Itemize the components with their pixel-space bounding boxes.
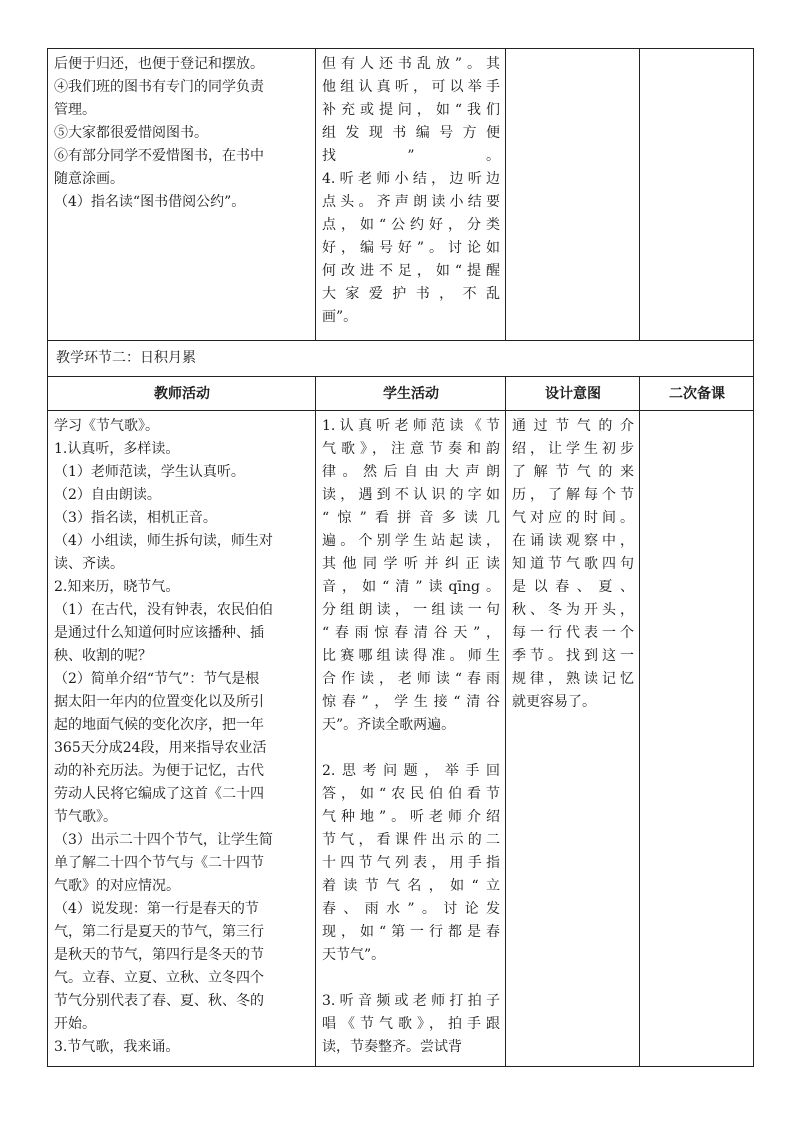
text-line: 通过节气的介 xyxy=(512,418,634,434)
text-line: 管理。 xyxy=(54,102,96,118)
text-line: 3.听音频或老师打拍子 xyxy=(322,993,500,1009)
text-line: ⑤大家都很爱惜阅图书。 xyxy=(54,125,208,141)
text-line: 气歌》的对应情况。 xyxy=(54,878,180,894)
header-design-intent: 设计意图 xyxy=(506,377,640,411)
lesson-plan-page xyxy=(47,48,753,1067)
text-line: 2.思考问题，举手回 xyxy=(322,763,500,779)
student-activity-continued xyxy=(316,49,506,341)
text-line: 1.认真听，多样读。 xyxy=(54,441,180,457)
lesson-plan-table xyxy=(47,48,754,1067)
text-line: 气种地”。听老师介绍 xyxy=(322,809,500,825)
text-line: 比赛哪组读得准。师生 xyxy=(322,648,500,664)
text-line: 就更容易了。 xyxy=(512,694,596,710)
text-line: （1）老师范读，学生认真听。 xyxy=(54,464,245,480)
text-line: 节气分别代表了春、夏、秋、冬的 xyxy=(54,993,264,1009)
text-line: 点，如“公约好，分类 xyxy=(322,217,500,233)
text-line: 气歌》，注意节奏和韵 xyxy=(322,441,500,457)
text-line: （4）说发现：第一行是春天的节 xyxy=(54,901,259,917)
text-line: 但有人还书乱放”。其 xyxy=(322,56,500,72)
text-line: “惊”看拼音多读几 xyxy=(322,510,500,526)
text-line: 气。立春、立夏、立秋、立冬四个 xyxy=(54,970,264,986)
text-line: （3）指名读，相机正音。 xyxy=(54,510,217,526)
second-prep-empty xyxy=(640,49,754,341)
text-line: 春、雨水”。讨论发 xyxy=(322,901,500,917)
text-line: 365天分成24段，用来指导农业活 xyxy=(54,740,267,756)
text-line: ⑥有部分同学不爱惜图书，在书中 xyxy=(54,148,264,164)
text-line: 每一行代表一个 xyxy=(512,625,634,641)
text-line: 组发现书编号方便 xyxy=(322,125,500,141)
text-line: 节气，看课件出示的二 xyxy=(322,832,500,848)
teacher-activity-continued xyxy=(48,49,316,341)
text-line: 何改进不足，如“提醒 xyxy=(322,263,500,279)
text-line: 劳动人民将它编成了这首《二十四 xyxy=(54,786,264,802)
text-line: 4.听老师小结，边听边 xyxy=(322,171,500,187)
text-line: 规律，熟读记忆 xyxy=(512,671,634,687)
text-line: “春雨惊春清谷天”， xyxy=(322,625,500,641)
text-line: 了解节气的来 xyxy=(512,464,634,480)
text-line: 答，如“农民伯伯看节 xyxy=(322,786,500,802)
text-line: 分组朗读，一组读一句 xyxy=(322,602,500,618)
text-line: 气对应的时间。 xyxy=(512,510,634,526)
text-line: 开始。 xyxy=(54,1016,96,1032)
continued-row xyxy=(48,49,754,341)
text-line: （4）指名读“图书借阅公约”。 xyxy=(54,194,246,210)
text-line: 音，如“清”读qīng。 xyxy=(322,579,500,595)
text-line: 读、齐读。 xyxy=(54,556,124,572)
text-line: 是通过什么知道何时应该播种、插 xyxy=(54,625,264,641)
text-line: 气，第二行是夏天的节气，第三行 xyxy=(54,924,264,940)
text-line: 随意涂画。 xyxy=(54,171,124,187)
text-line: 着读节气名，如“立 xyxy=(322,878,500,894)
text-line: 点头。齐声朗读小结要 xyxy=(322,194,500,210)
header-second-prep: 二次备课 xyxy=(640,377,754,411)
header-teacher-activity: 教师活动 xyxy=(48,377,316,411)
text-line: 节气歌》。 xyxy=(54,809,117,825)
text-line: 1.认真听老师范读《节 xyxy=(322,418,500,434)
text-line xyxy=(322,737,500,760)
text-line: （4）小组读，师生拆句读，师生对 xyxy=(54,533,273,549)
text-line: （2）简单介绍“节气”：节气是根 xyxy=(54,671,260,687)
text-line: 2.知来历，晓节气。 xyxy=(54,579,180,595)
text-line: 合作读，老师读“春雨 xyxy=(322,671,500,687)
text-line: 在诵读观察中， xyxy=(512,533,634,549)
header-student-activity: 学生活动 xyxy=(316,377,506,411)
text-line xyxy=(322,967,500,990)
text-line: 其他同学听并纠正读 xyxy=(322,556,500,572)
text-line: 知道节气歌四句 xyxy=(512,556,634,572)
design-intent xyxy=(506,411,640,1067)
text-line: 历，了解每个节 xyxy=(512,487,634,503)
text-line: 起的地面气候的变化次序，把一年 xyxy=(54,717,264,733)
header-row xyxy=(48,377,754,411)
text-line: （2）自由朗读。 xyxy=(54,487,161,503)
text-line: 单了解二十四个节气与《二十四节 xyxy=(54,855,264,871)
text-line: 画”。 xyxy=(322,309,358,325)
text-line: 秧、收割的呢？ xyxy=(54,648,152,664)
text-line: ④我们班的图书有专门的同学负责 xyxy=(54,79,264,95)
text-line: 学习《节气歌》。 xyxy=(54,418,159,434)
text-line: 惊春”，学生接“清谷 xyxy=(322,694,500,710)
second-prep xyxy=(640,411,754,1067)
text-line: 找”。 xyxy=(322,148,500,164)
text-line: 十四节气列表，用手指 xyxy=(322,855,500,871)
text-line: 大家爱护书，不乱 xyxy=(322,286,500,302)
text-line: 遍。个别学生站起读， xyxy=(322,533,500,549)
student-activity xyxy=(316,411,506,1067)
section-row xyxy=(48,341,754,377)
text-line: 唱《节气歌》，拍手跟 xyxy=(322,1016,500,1032)
text-line: 据太阳一年内的位置变化以及所引 xyxy=(54,694,264,710)
text-line: 好，编号好”。讨论如 xyxy=(322,240,500,256)
text-line: （1）在古代，没有钟表，农民伯伯 xyxy=(54,602,273,618)
text-line: 天”。齐读全歌两遍。 xyxy=(322,717,456,733)
design-intent-empty xyxy=(506,49,640,341)
text-line: 后便于归还，也便于登记和摆放。 xyxy=(54,56,264,72)
text-line: （3）出示二十四个节气，让学生简 xyxy=(54,832,273,848)
text-line: 补充或提问，如“我们 xyxy=(322,102,500,118)
text-line: 是秋天的节气，第四行是冬天的节 xyxy=(54,947,264,963)
text-line: 秋、冬为开头， xyxy=(512,602,634,618)
text-line: 天节气”。 xyxy=(322,947,386,963)
text-line: 他组认真听，可以举手 xyxy=(322,79,500,95)
section-title: 教学环节二：日积月累 xyxy=(48,341,754,377)
main-row xyxy=(48,411,754,1067)
text-line: 绍，让学生初步 xyxy=(512,441,634,457)
text-line: 是以春、夏、 xyxy=(512,579,634,595)
text-line: 律。然后自由大声朗 xyxy=(322,464,500,480)
text-line: 动的补充历法。为便于记忆，古代 xyxy=(54,763,264,779)
teacher-activity xyxy=(48,411,316,1067)
text-line: 读，遇到不认识的字如 xyxy=(322,487,500,503)
text-line: 读，节奏整齐。尝试背 xyxy=(322,1039,462,1055)
text-line: 季节。找到这一 xyxy=(512,648,634,664)
text-line: 3.节气歌，我来诵。 xyxy=(54,1039,180,1055)
text-line: 现，如“第一行都是春 xyxy=(322,924,500,940)
